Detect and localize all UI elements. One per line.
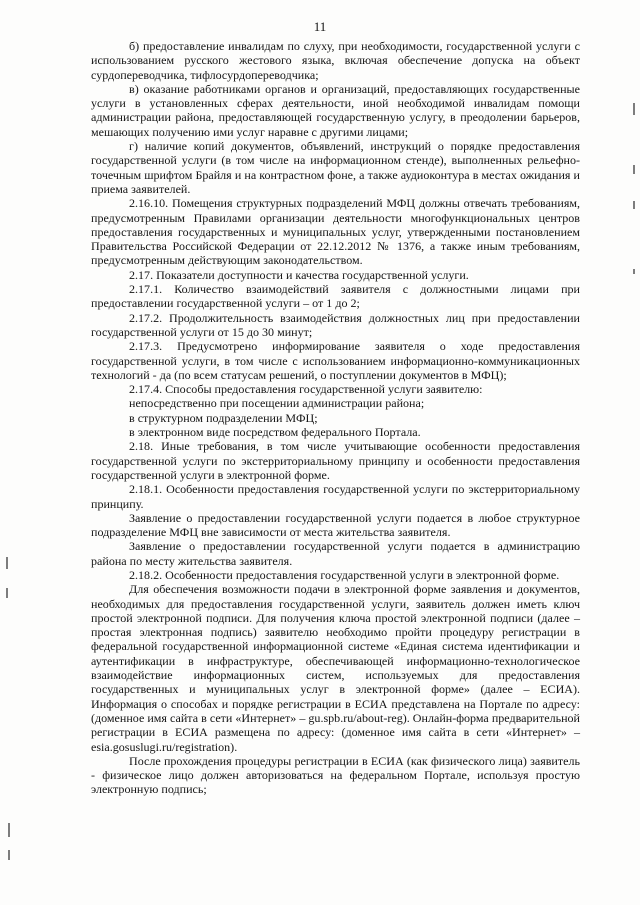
scan-mark xyxy=(8,823,10,837)
paragraph-2-17-1: 2.17.1. Количество взаимодействий заявителя с должностными лицами при предоставлении государственной услуги – от 1 до 2; xyxy=(91,282,580,311)
scan-mark xyxy=(633,165,635,174)
scan-mark xyxy=(6,588,8,598)
method-list-item: в электронном виде посредством федерального Портала. xyxy=(129,425,421,440)
paragraph-2-17-3: 2.17.3. Предусмотрено информирование заявителя о ходе предоставления государственной услуги, в том числе с использованием информационно-коммуникационных технологий - да (по всем статусам решений, о поступлении документов в МФЦ); xyxy=(91,339,580,382)
page-number: 11 xyxy=(313,19,327,34)
paragraph-item-b: б) предоставление инвалидам по слуху, при необходимости, государственной услуги с использованием русского жестового языка, включая обеспечение допуска на объект сурдопереводчика, тифлосурдопереводчика; xyxy=(91,39,580,82)
scan-mark xyxy=(6,557,8,569)
paragraph-item-v: в) оказание работниками органов и организаций, предоставляющих государственные услуги в установленных сферах деятельности, иной необходимой инвалидам помощи администрации района, предоставляющей государственную услугу, в преодолении барьеров, мешающих получению ими услуг наравне с другими лицами; xyxy=(91,81,580,139)
method-list-item: непосредственно при посещении администрации района; xyxy=(129,396,425,411)
paragraph-after-registration: После прохождения процедуры регистрации в ЕСИА (как физического лица) заявитель - физическое лицо должен авторизоваться на федеральном Портале, используя простую электронную подпись; xyxy=(91,753,580,797)
paragraph-2-16-10: 2.16.10. Помещения структурных подразделений МФЦ должны отвечать требованиям, предусмотренным Правилами организации деятельности многофункциональных центров предоставления государственных и муниципальных услуг, утвержденными постановлением Правительства Российской Федерации от 22.12.2012 № 1376, а также иным требованиям, предусмотренным действующим законодательством. xyxy=(91,196,580,268)
scan-mark xyxy=(633,269,635,274)
paragraph-application-mfc: Заявление о предоставлении государственной услуги подается в любое структурное подразделение МФЦ вне зависимости от места жительства заявителя. xyxy=(91,510,580,540)
paragraph-item-g: г) наличие копий документов, объявлений, инструкций о порядке предоставления государственной услуги (в том числе на информационном стенде), выполненных рельефно-точечным шрифтом Брайля и на контрастном фоне, а также аудиоконтура в местах ожидания и приема заявителей. xyxy=(91,139,580,196)
paragraph-2-18-1: 2.18.1. Особенности предоставления государственной услуги по экстерриториальному принципу. xyxy=(91,482,580,511)
paragraph-2-18-2: 2.18.2. Особенности предоставления государственной услуги в электронной форме. xyxy=(129,567,560,582)
paragraph-2-17-2: 2.17.2. Продолжительность взаимодействия должностных лиц при предоставлении государственной услуги от 15 до 30 минут; xyxy=(91,310,580,339)
paragraph-application-district: Заявление о предоставлении государственной услуги подается в администрацию района по месту жительства заявителя. xyxy=(91,539,580,568)
paragraph-2-17-4: 2.17.4. Способы предоставления государственной услуги заявителю: xyxy=(129,382,483,397)
method-list-item: в структурном подразделении МФЦ; xyxy=(129,410,318,425)
paragraph-esia-registration: Для обеспечения возможности подачи в электронной форме заявления и документов, необходимых для предоставления государственной услуги, заявитель должен иметь ключ простой электронной подписи. Для получения ключа простой электронной подписи (далее – простая электронная подпись) заявителю необходимо пройти процедуру регистрации в федеральной государственной информационной системе «Единая система идентификации и аутентификации в инфраструктуре, обеспечивающей информационно-технологическое взаимодействие информационных систем, используемых для предоставления государственных и муниципальных услуг в электронной форме» (далее – ЕСИА). Информация о способах и порядке регистрации в ЕСИА представлена на Портале по адресу: (доменное имя сайта в сети «Интернет» – gu.spb.ru/about-reg). Онлайн-форма предварительной регистрации в ЕСИА размещена по адресу: (доменное имя сайта в сети «Интернет» – esia.gosuslugi.ru/registration). xyxy=(91,582,580,754)
scan-mark xyxy=(8,850,10,860)
section-heading-2-17: 2.17. Показатели доступности и качества государственной услуги. xyxy=(129,267,469,282)
section-heading-2-18: 2.18. Иные требования, в том числе учитывающие особенности предоставления государственной услуги по экстерриториальному принципу и особенности предоставления государственной услуги в электронной форме. xyxy=(91,439,580,482)
scan-mark xyxy=(633,201,635,209)
scan-mark xyxy=(633,103,635,115)
document-body xyxy=(91,39,580,797)
